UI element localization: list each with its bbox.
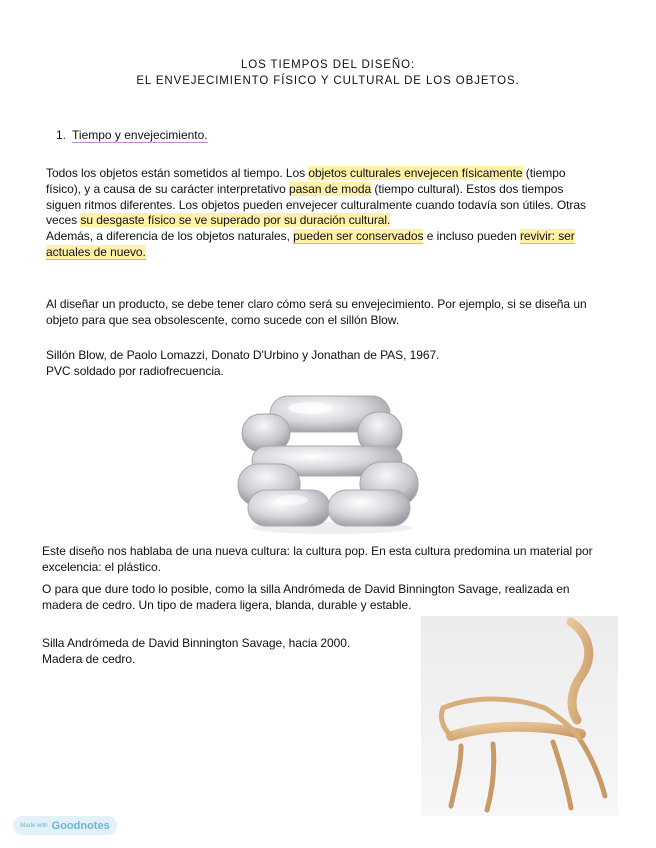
highlighted-text: pueden ser conservados: [293, 229, 424, 244]
andromeda-chair-image: [421, 616, 618, 816]
paragraph-design-obsolescence: Al diseñar un producto, se debe tener claro cómo será su envejecimiento. Por ejemplo, si se diseña un objeto para que sea obsolescente, como sucede con el sillón Blow.: [46, 297, 587, 327]
section-heading-text: Tiempo y envejecimiento.: [72, 128, 208, 142]
section-number: 1.: [56, 128, 67, 142]
caption-andromeda: [42, 636, 432, 668]
highlighted-text: revivir: ser actuales de nuevo.: [46, 229, 575, 259]
document-title-line1: LOS TIEMPOS DEL DISEÑO:: [240, 59, 416, 71]
paragraph-text: Todos los objetos están sometidos al tiempo. Los: [46, 166, 309, 180]
caption-blow: [46, 348, 598, 380]
caption-blow-material: PVC soldado por radiofrecuencia.: [46, 363, 224, 378]
highlighted-text: pasan de moda: [289, 181, 372, 196]
highlighted-text: objetos culturales envejecen físicamente: [308, 166, 523, 180]
paragraph-text: Además, a diferencia de los objetos naturales,: [46, 229, 294, 244]
caption-andromeda-title: Silla Andrómeda de David Binnington Savage, hacia 2000.: [42, 636, 351, 650]
paragraph-text: (tiempo físico), y a causa de su carácter interpretativo: [46, 166, 566, 196]
caption-andromeda-material: Madera de cedro.: [42, 651, 136, 666]
paragraph-andromeda: O para que dure todo lo posible, como la silla Andrómeda de David Binnington Savage, realizada en madera de cedro. Un tipo de madera ligera, blanda, durable y estable.: [42, 582, 570, 612]
highlighted-text: su desgaste físico se ve superado por su duración cultural.: [80, 213, 391, 228]
paragraph-text: e incluso pueden: [423, 229, 520, 244]
paragraph-aging: [46, 166, 598, 261]
badge-brand: Goodnotes: [51, 819, 110, 832]
paragraph-text: (tiempo cultural). Estos dos tiempos siguen ritmos diferentes. Los objetos pueden envejecer culturalmente cuando todavía son útiles. Otras veces: [46, 181, 586, 228]
section-heading: [56, 128, 208, 142]
badge-prefix: Made with: [20, 822, 48, 829]
caption-blow-title: Sillón Blow, de Paolo Lomazzi, Donato D'Urbino y Jonathan de PAS, 1967.: [46, 348, 440, 362]
document-title-line2: EL ENVEJECIMIENTO FÍSICO Y CULTURAL DE LOS OBJETOS.: [136, 75, 520, 87]
goodnotes-badge: [13, 816, 117, 835]
paragraph-pop-culture: Este diseño nos hablaba de una nueva cultura: la cultura pop. En esta cultura predomina un material por excelencia: el plástico.: [42, 544, 593, 574]
blow-armchair-image: [232, 386, 422, 536]
